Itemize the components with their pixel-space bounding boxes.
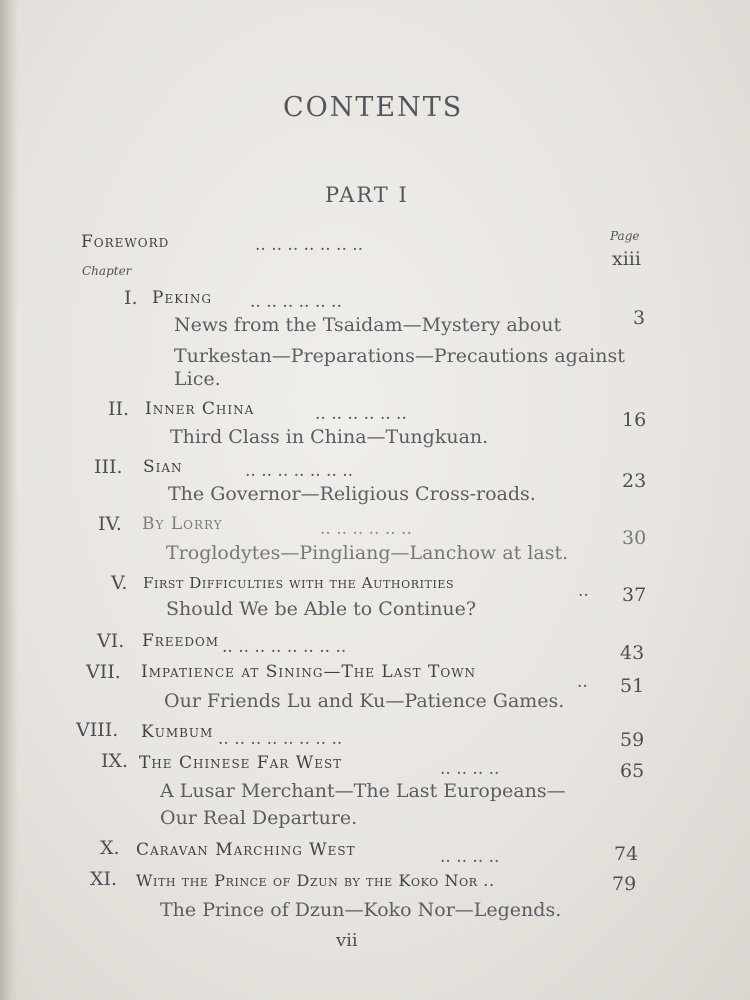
chapter-title: By Lorry [142, 514, 223, 534]
page-folio: vii [336, 930, 358, 951]
part-heading: PART I [325, 183, 409, 207]
chapter-number: X. [100, 837, 120, 859]
chapter-description: News from the Tsaidam—Mystery about [174, 314, 562, 336]
chapter-description: Troglodytes—Pingliang—Lanchow at last. [166, 542, 569, 564]
contents-heading: CONTENTS [283, 92, 464, 123]
chapter-number: IV. [98, 513, 122, 535]
foreword-title: Foreword [81, 232, 170, 252]
chapter-number: V. [111, 572, 128, 594]
chapter-title: Freedom [142, 631, 220, 651]
chapter-dots: .. .. .. .. .. .. [320, 519, 412, 539]
chapter-page: 43 [620, 642, 645, 664]
chapter-description: The Governor—Religious Cross-roads. [168, 483, 536, 505]
chapter-dots: .. .. .. .. .. .. .. .. [222, 637, 347, 657]
chapter-description: A Lusar Merchant—The Last Europeans— [160, 780, 566, 802]
chapter-page: 51 [620, 675, 645, 697]
chapter-title: Sian [143, 457, 183, 477]
chapter-title: Caravan Marching West [136, 840, 356, 860]
chapter-dots: .. .. .. .. .. .. [315, 404, 407, 424]
foreword-dots: .. .. .. .. .. .. .. [255, 235, 364, 255]
foreword-page: xiii [612, 248, 641, 270]
chapter-page: 79 [612, 873, 637, 895]
chapter-dots: .. .. .. .. .. .. .. [245, 461, 354, 481]
chapter-description: Our Real Departure. [160, 807, 358, 829]
chapter-title: Inner China [145, 399, 255, 419]
chapter-dots: .. .. .. .. .. .. .. .. [218, 729, 343, 749]
chapter-description: Lice. [174, 368, 221, 390]
chapter-dots: .. .. .. .. [440, 759, 500, 779]
chapter-description: The Prince of Dzun—Koko Nor—Legends. [160, 899, 562, 921]
chapter-page: 65 [620, 760, 645, 782]
chapter-page: 16 [622, 409, 647, 431]
chapter-description: Should We be Able to Continue? [166, 598, 477, 620]
chapter-number: XI. [90, 868, 118, 890]
chapter-dots: .. .. .. .. [440, 847, 500, 867]
chapter-dots: .. .. .. .. .. .. [250, 292, 342, 312]
chapter-title: First Difficulties with the Authorities [143, 574, 455, 592]
page-gutter-shadow [0, 0, 18, 1000]
chapter-number: II. [108, 398, 130, 420]
chapter-number: VI. [97, 630, 125, 652]
chapter-description: Our Friends Lu and Ku—Patience Games. [164, 690, 565, 712]
chapter-number: IX. [101, 750, 129, 772]
chapter-title: The Chinese Far West [139, 753, 343, 773]
chapter-page: 30 [622, 527, 647, 549]
chapter-dots: .. [578, 581, 589, 601]
chapter-description: Turkestan—Preparations—Precautions against [174, 345, 625, 367]
chapter-page: 74 [614, 843, 639, 865]
chapter-title: Impatience at Sining—The Last Town [141, 662, 477, 682]
page-column-label: Page [610, 229, 640, 243]
chapter-dots: .. [577, 672, 588, 692]
chapter-number: VII. [86, 661, 121, 683]
chapter-title: With the Prince of Dzun by the Koko Nor .. [136, 871, 495, 890]
chapter-number: VIII. [76, 719, 119, 741]
chapter-page: 59 [620, 729, 645, 751]
chapter-title: Peking [152, 288, 212, 308]
chapter-description: Third Class in China—Tungkuan. [170, 426, 489, 448]
chapter-page: 23 [622, 470, 647, 492]
chapter-number: III. [94, 456, 123, 478]
chapter-title: Kumbum [141, 722, 214, 742]
chapter-column-label: Chapter [82, 264, 132, 278]
chapter-number: I. [124, 287, 138, 309]
chapter-page: 37 [622, 584, 647, 606]
chapter-page: 3 [633, 307, 646, 329]
